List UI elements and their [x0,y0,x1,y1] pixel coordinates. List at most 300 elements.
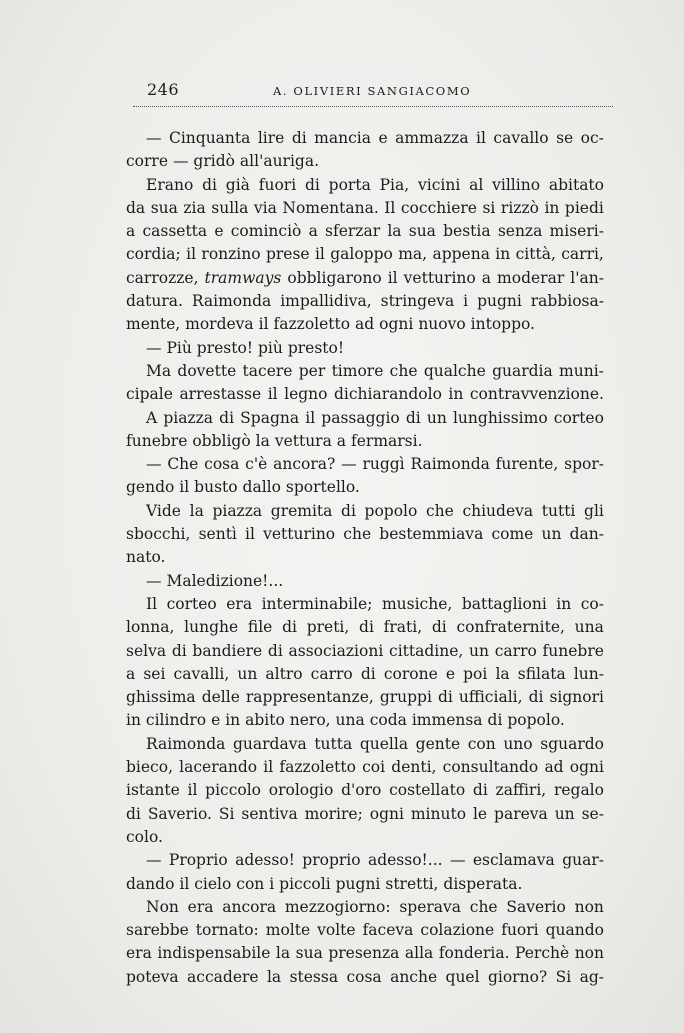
word: sua [295,944,323,963]
word: — [146,455,162,474]
word: morire; [304,804,363,823]
text-line [126,733,604,756]
word: carro [310,664,353,683]
word: corteo [553,408,604,427]
word: una [574,618,604,637]
word: da [126,198,146,217]
word: presto! [287,338,345,357]
text-line [126,337,604,360]
text-line [126,779,604,802]
word: gruppi [379,688,432,707]
word: cocchiere [400,198,477,217]
word: di [202,175,217,194]
text-line [126,756,604,779]
word: lunghissimo [452,408,548,427]
word: villino [492,175,541,194]
word: mancia [314,129,371,147]
word: Il [384,198,396,217]
word: stringeva [380,292,455,311]
word: sperava [399,897,462,916]
word: non [574,897,604,916]
word: la [495,664,510,683]
word: ronzino [201,245,261,264]
word: guar- [562,851,604,870]
word: senza [497,222,543,241]
word: e [211,711,221,730]
word: d'oro [341,781,382,800]
text-line [126,942,604,965]
text-line [126,896,604,919]
word: quella [359,734,409,753]
word: si [482,198,496,217]
word: bestemmiava [379,525,484,544]
word: costellato [389,781,466,800]
word: rabbiosa- [530,292,604,311]
word: non [574,944,604,963]
word: e [214,222,224,241]
word: di [437,688,453,707]
header-rule [133,106,613,107]
word: le [472,804,488,823]
word: Che [167,455,199,474]
word: impallidiva, [280,292,372,311]
text-line [126,919,604,942]
word: più [257,338,283,357]
word: di [219,408,235,427]
word: poi [463,664,488,683]
word: se- [581,804,604,823]
word: coda [369,711,407,730]
word: in [126,711,141,730]
word: corre [126,152,169,171]
word: alla [404,944,434,963]
word: che [469,897,498,916]
text-line [126,640,604,663]
word: ancora [222,897,277,916]
word: stretti, [385,874,439,893]
text-line [126,360,604,383]
word: mezzogiorno: [284,897,391,916]
word: il [179,478,190,497]
word: piccoli [279,874,331,893]
word: fonderia. [438,944,510,963]
word: abito [245,711,285,730]
word: di [528,688,544,707]
word: cittadine, [389,641,464,660]
word: moderar [497,268,565,287]
word: interminabile; [261,594,373,613]
word: di [282,618,297,637]
word: zaffiri, [495,781,547,800]
word: appena [432,245,490,264]
word: rizzò [500,198,539,217]
word: lonna, [126,618,175,637]
text-line [126,197,604,220]
word: c'è [245,455,268,474]
word: la [189,501,204,520]
word: nero, [289,711,331,730]
word: funebre [542,641,604,660]
word: ghissima [126,688,196,707]
word: Si [218,804,235,823]
text-line [126,174,604,197]
word: di [291,129,307,147]
word: bandiere [192,641,263,660]
word: dichiarandolo [333,385,442,404]
word: dovette [177,361,237,380]
word: — [146,129,162,147]
word: Cinquanta [168,129,251,147]
word: sferzar [325,222,381,241]
word: un [469,641,490,660]
text-line [126,826,604,849]
word: piccolo [205,781,262,800]
word: cordia; [126,245,181,264]
word: a [126,222,136,241]
word: il [314,245,325,264]
word: orologio [268,781,334,800]
word: la [266,967,282,986]
word: passaggio [321,408,400,427]
word: di [487,711,503,730]
text-line [126,803,604,826]
word: presto! [196,338,254,357]
word: battaglioni [461,594,547,613]
word: carrozze, [126,268,199,287]
word: ogni [379,315,414,334]
word: un [426,408,447,427]
word: i [269,874,275,893]
word: quel [445,967,480,986]
word: lunghe [184,618,239,637]
word: di [405,408,421,427]
word: istante [126,781,180,800]
word: sbocchi, [126,525,191,544]
word: ancora? [273,455,336,474]
word: Spagna [240,408,300,427]
text-line [126,267,604,290]
word: sentiva [241,804,298,823]
word: vettura [274,431,332,450]
word: ag- [579,967,604,986]
word: lun- [573,664,604,683]
word: dando [126,874,175,893]
word: in [544,198,560,217]
word: piazza [212,501,263,520]
text-line [126,546,604,569]
word: via [253,198,277,217]
word: cosa [204,455,240,474]
word: in [448,385,464,404]
text-line [126,686,604,709]
word: sarebbe [126,921,189,940]
word: di [267,641,283,660]
word: — [146,571,162,590]
word: gendo [126,478,175,497]
word: giorno? [487,967,548,986]
word: preti, [306,618,350,637]
word: oc- [580,129,604,147]
word: cavalli, [173,664,230,683]
word: lire [257,129,285,147]
word: regalo [553,781,604,800]
word: dallo [242,478,281,497]
text-line [126,430,604,453]
word: nato. [126,548,166,567]
word: ufficiali, [458,688,523,707]
text-line [126,290,604,313]
text-line [126,873,604,896]
word: Vide [146,501,181,520]
word: sua [150,198,178,217]
word: che [389,361,418,380]
word: fuori [258,175,297,194]
word: disperata. [443,874,523,893]
word: mordeva [185,315,254,334]
word: come [491,525,534,544]
word: minuto [410,804,467,823]
word: sei [143,664,166,683]
word: abitato [548,175,604,194]
word: cassetta [142,222,208,241]
word: il [263,758,274,777]
word: bieco, [126,758,173,777]
word: gremita [270,501,333,520]
word: cilindro [145,711,207,730]
word: di [359,618,374,637]
text-line [126,709,604,732]
word: sfilata [517,664,566,683]
word: cominciò [230,222,302,241]
word: altro [265,664,303,683]
word: — [341,455,357,474]
word: funebre [126,431,188,450]
word: lacerando [179,758,258,777]
word: timore [331,361,384,380]
word: furente, [495,455,559,474]
text-line [126,849,604,872]
word: muni- [559,361,604,380]
word: il [179,874,190,893]
word: una [335,711,365,730]
word: Erano [146,175,194,194]
body-text [126,127,604,989]
word: sportello. [285,478,360,497]
word: il [305,408,316,427]
word: volte [317,921,356,940]
word: ammazza [395,129,469,147]
word: sulla [211,198,249,217]
word: Saverio. [147,804,212,823]
word: l'an- [570,268,604,287]
text-line [126,150,604,173]
word: porta [328,175,371,194]
word: corteo [166,594,217,613]
word: con [236,874,265,893]
word: ruggì [362,455,405,474]
word: un [237,664,258,683]
word: file [247,618,273,637]
word: Si [555,967,572,986]
word: fazzoletto [279,758,356,777]
word: obbligò [192,431,251,450]
word: il [186,245,197,264]
word: A [146,408,158,427]
word: bestia [443,222,491,241]
text-line [126,523,604,546]
word: selva [126,641,167,660]
word: tutti [541,501,576,520]
word: anche [390,967,438,986]
word: mente, [126,315,181,334]
word: co- [580,594,604,613]
text-line [126,313,604,336]
word: — [146,338,162,357]
word: fuori [501,921,539,940]
word: frati, [383,618,423,637]
word: contravvenzione. [469,385,604,404]
word: tornato: [195,921,259,940]
word: a [126,664,136,683]
word: poteva [126,967,179,986]
word: il [267,385,278,404]
word: immensa [411,711,483,730]
word: di [304,175,320,194]
word: ma, [398,245,428,264]
word: gente [415,734,461,753]
text-line [126,966,604,989]
word: ogni [369,804,404,823]
text-line [126,127,604,150]
text-line [126,616,604,639]
word: cavallo [493,129,549,147]
word: rappresentanze, [245,688,374,707]
text-line [126,220,604,243]
word: associazioni [288,641,384,660]
word: vetturino [403,268,476,287]
word: presenza [328,944,400,963]
word: datura. [126,292,183,311]
word: Saverio [506,897,566,916]
text-line [126,243,604,266]
word: — [449,851,466,870]
word: la [255,431,270,450]
word: intoppo. [470,315,535,334]
word: gli [584,501,604,520]
word: il [258,315,269,334]
word: ad [544,758,564,777]
word: Proprio [168,851,228,870]
word: Non [146,897,179,916]
word: delle [201,688,240,707]
word: carro [494,641,537,660]
word: il [476,129,486,147]
text-line [126,383,604,406]
word: colazione [420,921,495,940]
word: ogni [569,758,604,777]
word: con [467,734,496,753]
page-number: 246 [147,80,180,99]
word: il [245,525,255,544]
word: Il [146,594,158,613]
word: ad [355,315,375,334]
word: un [554,804,575,823]
page-header [133,78,613,106]
word: Perchè [515,944,570,963]
word: di [431,618,447,637]
word: guardia [492,361,553,380]
word: colo. [126,827,163,846]
word: fazzoletto [273,315,351,334]
word: signori [549,688,604,707]
word: legno [284,385,328,404]
word: di [472,781,488,800]
word: i [463,292,469,311]
word: faceva [362,921,414,940]
word: sguardo [540,734,604,753]
word: piazza [163,408,214,427]
word: — [172,152,189,171]
word: uno [503,734,533,753]
word: — [146,851,162,870]
word: in [556,594,572,613]
word: in [225,711,241,730]
word: sentì [198,525,237,544]
word: denti, [391,758,437,777]
word: era [126,944,152,963]
word: Raimonda [410,455,490,474]
word: obbligarono [287,268,382,287]
word: che [343,525,372,544]
word: busto [194,478,238,497]
text-line [126,407,604,430]
word: cipale [126,385,173,404]
word: il [387,268,398,287]
word: sua [408,222,436,241]
word: il [187,781,198,800]
word: fermarsi. [351,431,423,450]
word: al [469,175,484,194]
word: per [298,361,326,380]
word: già [225,175,250,194]
word: di [360,664,376,683]
word: prese [265,245,310,264]
word: di [126,804,141,823]
word: quando [545,921,604,940]
word: consultando [442,758,539,777]
word: Raimonda [191,292,272,311]
word: popolo [364,501,418,520]
word: a [308,222,318,241]
word: a [336,431,347,450]
word: zia [183,198,206,217]
word: guardava [233,734,307,753]
word: dan- [569,525,604,544]
text-line [126,453,604,476]
word: confraternite, [456,618,565,637]
text-line [126,570,604,593]
word: gridò [193,152,235,171]
word: era [226,594,253,613]
word: città, [515,245,556,264]
word: Raimonda [146,734,226,753]
word: a [481,268,492,287]
word: spor- [564,455,604,474]
word: e [445,664,456,683]
word: in [495,245,511,264]
word: chiudeva [462,501,534,520]
word: carri, [561,245,604,264]
